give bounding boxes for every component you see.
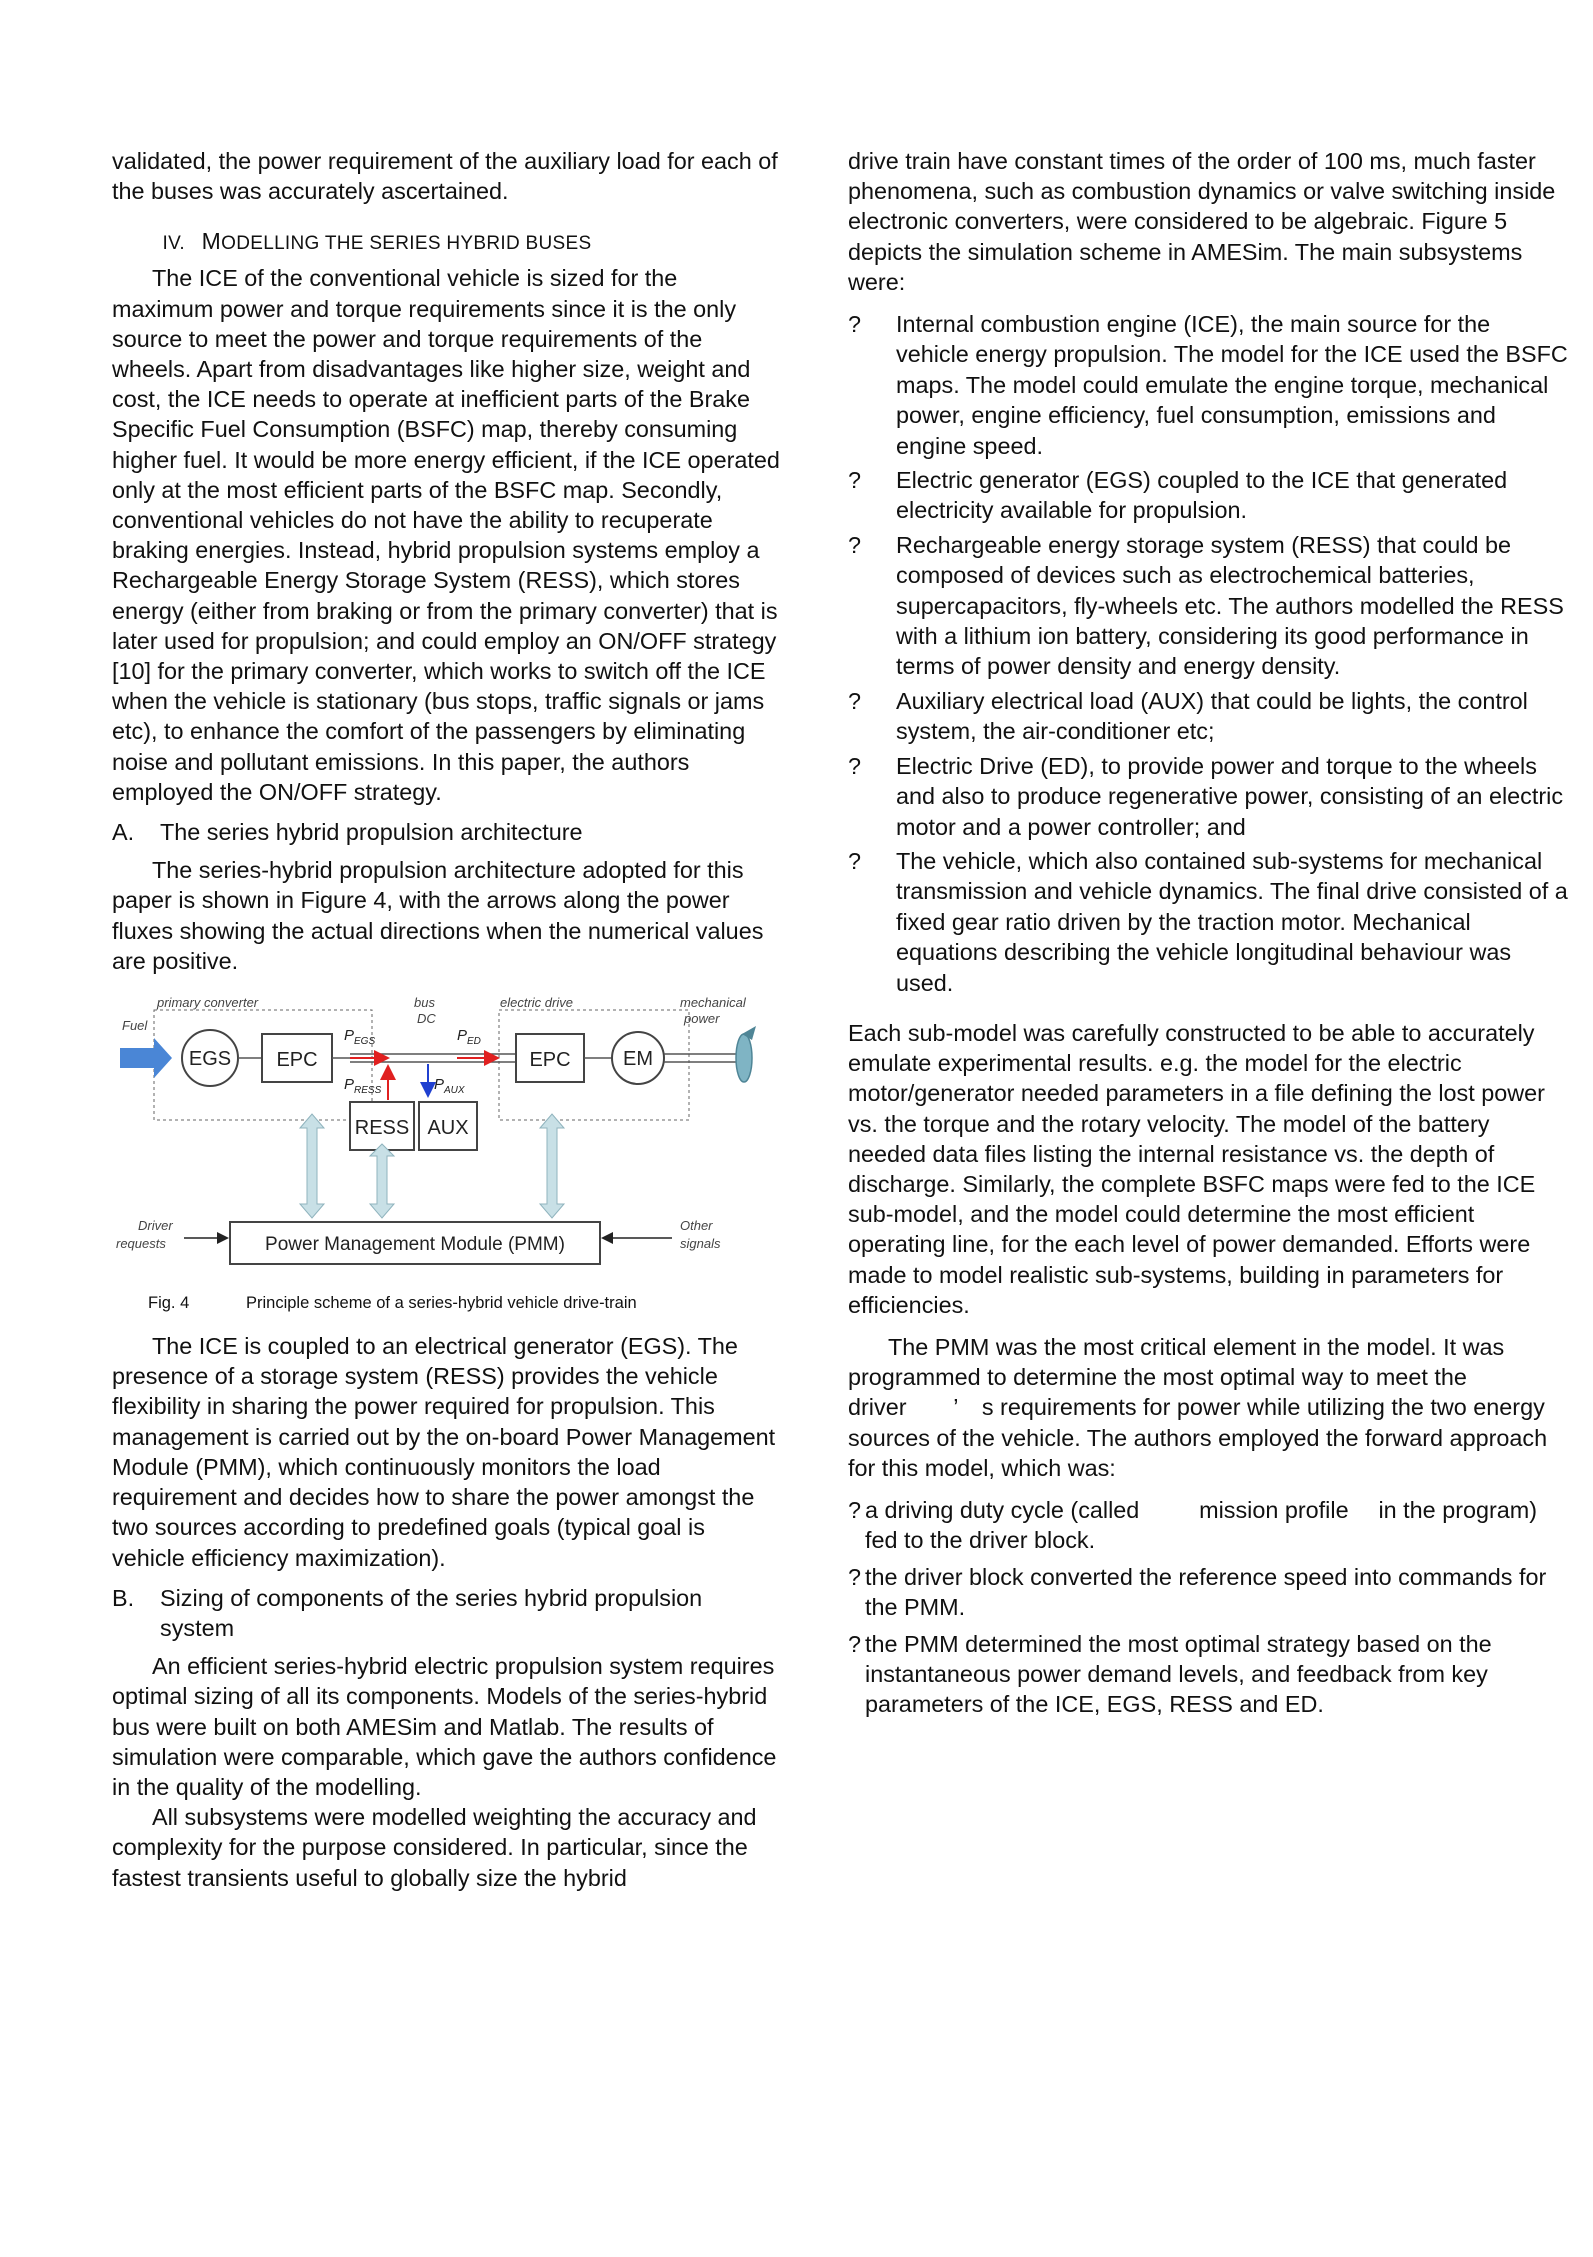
- subsection-b-heading: [112, 1583, 782, 1643]
- list-item: [848, 686, 1568, 747]
- list-item-text: Electric Drive (ED), to provide power and torque to the wheels and also to produce regenerative power, consisting of an electric motor and a power controller; and: [896, 752, 1564, 840]
- ress-label: RESS: [354, 1117, 410, 1140]
- p-ress-label: $P_{RESS}$: [344, 1076, 382, 1097]
- section-heading: [112, 228, 782, 255]
- paragraph-left-1: validated, the power requirement of the auxiliary load for each of the buses was accurately ascertained.: [112, 148, 778, 205]
- electric-drive-label: electric drive: [500, 996, 573, 1011]
- list-item-text: Auxiliary electrical load (AUX) that could be lights, the control system, the air-conditioner etc;: [896, 687, 1528, 745]
- drive-train-diagram: [112, 996, 782, 1286]
- mechanical-power-label-1: mechanical: [680, 996, 746, 1011]
- list-item: [848, 751, 1568, 842]
- epc-drive-label: EPC: [529, 1049, 571, 1072]
- list-item: [848, 530, 1568, 682]
- p-ed-label: $P_{ED}$: [457, 1027, 481, 1048]
- pmm-link-ress: [370, 1144, 394, 1218]
- right-column: [848, 146, 1568, 1726]
- list-item: [848, 1562, 1568, 1623]
- figure-4-diagram: [112, 996, 782, 1286]
- subsection-b-label: B.: [112, 1584, 135, 1611]
- list-item-text: Internal combustion engine (ICE), the main source for the vehicle energy propulsion. The model for the ICE used the BSFC maps. The model could emulate the engine torque, mechanical power, engine efficiency, fuel consumption, emissions and engine speed.: [896, 311, 1568, 459]
- figure-caption: [148, 1294, 782, 1313]
- list-item-text: the driver block converted the reference speed into commands for the PMM.: [865, 1563, 1547, 1621]
- subsection-b-title: Sizing of components of the series hybrid propulsion system: [160, 1584, 703, 1641]
- paragraph-right-1: drive train have constant times of the order of 100 ms, much faster phenomena, such as combustion dynamics or valve switching inside electronic converters, were considered to be algebraic. Figure 5 depicts the simulation scheme in AMESim. The main subsystems were:: [848, 148, 1556, 295]
- subsection-a-heading: [112, 817, 782, 847]
- paragraph-right-2: Each sub-model was carefully constructed to be able to accurately emulate experimental results. e.g. the model for the electric motor/generator needed parameters in a file defining the lost power vs. the torque and the rotary velocity. The model of the battery needed data files listing the internal resistance vs. the depth of discharge. Similarly, the complete BSFC maps were fed to the ICE sub-model, and the model could determine the most efficient operating line, for the each level of power demanded. Efforts were made to model realistic sub-systems, building in parameters for efficiencies.: [848, 1019, 1545, 1318]
- bullet-mark: ?: [848, 467, 862, 494]
- list-item-text: a driving duty cycle (called mission profile in the program) fed to the driver block.: [865, 1497, 1538, 1554]
- list-item: [848, 465, 1568, 526]
- bus-dc-label-2: DC: [417, 1011, 436, 1027]
- mechanical-power-label-2: power: [684, 1011, 720, 1027]
- bullet-mark: ?: [848, 1497, 862, 1523]
- p-aux-label: $P_{AUX}$: [434, 1076, 465, 1097]
- list-item-text: Rechargeable energy storage system (RESS) that could be composed of devices such as electrochemical batteries, supercapacitors, fly-wheels etc. The authors modelled the RESS with a lithium ion battery, considering its good performance in terms of power density and energy density.: [896, 531, 1564, 680]
- left-column: [112, 146, 782, 1893]
- egs-label: EGS: [188, 1048, 232, 1071]
- figure-caption-number: Fig. 4: [148, 1294, 190, 1313]
- pmm-link-drive: [540, 1114, 564, 1218]
- list-item: [848, 309, 1568, 461]
- section-title-initial: M: [201, 228, 222, 255]
- subsystems-list: [848, 309, 1568, 998]
- paragraph-left-5: An efficient series-hybrid electric propulsion system requires optimal sizing of all its components. Models of the series-hybrid bus were built on both AMESim and Matlab. The results of simulation were comparable, which gave the authors confidence in the quality of the modelling.: [112, 1653, 777, 1800]
- bullet-mark: ?: [848, 687, 862, 714]
- rotation-arrow-icon: [736, 1034, 752, 1082]
- list-item-text: The vehicle, which also contained sub-systems for mechanical transmission and vehicle dynamics. The final drive consisted of a fixed gear ratio driven by the traction motor. Mechanical equations describing the vehicle longitudinal behaviour was used.: [896, 847, 1568, 996]
- subsection-a-label: A.: [112, 819, 135, 846]
- pmm-link-primary: [300, 1114, 324, 1218]
- paragraph-right-3: The PMM was the most critical element in the model. It was programmed to determine the most optimal way to meet the driver ’ s requirements for power while utilizing the two energy sources of the vehicle. The authors employed the forward approach for this model, which was:: [848, 1333, 1548, 1481]
- list-item-text: the PMM determined the most optimal strategy based on the instantaneous power demand levels, and feedback from key parameters of the ICE, EGS, RESS and ED.: [865, 1630, 1492, 1718]
- bullet-mark: ?: [848, 752, 862, 779]
- other-label-2: signals: [680, 1236, 721, 1252]
- primary-converter-label: primary converter: [157, 996, 259, 1011]
- figure-caption-text: Principle scheme of a series-hybrid vehicle drive-train: [246, 1294, 637, 1313]
- paragraph-left-6: All subsystems were modelled weighting the accuracy and complexity for the purpose considered. In particular, since the fastest transients useful to globally size the hybrid: [112, 1804, 757, 1891]
- other-label-1: Other: [680, 1218, 713, 1234]
- epc-primary-label: EPC: [276, 1049, 318, 1072]
- paragraph-left-4: The ICE is coupled to an electrical generator (EGS). The presence of a storage system (RESS) provides the vehicle flexibility in sharing the power required for propulsion. This management is carried out by the on-board Power Management Module (PMM), which continuously monitors the load requirement and decides how to share the power amongst the two sources according to predefined goals (typical goal is vehicle efficiency maximization).: [112, 1333, 776, 1571]
- bullet-mark: ?: [848, 1563, 862, 1590]
- bullet-mark: ?: [848, 531, 862, 558]
- p-egs-label: $P_{EGS}$: [344, 1027, 376, 1048]
- bullet-mark: ?: [848, 847, 862, 874]
- section-number: IV.: [162, 233, 185, 255]
- list-item: [848, 1629, 1568, 1720]
- section-title-rest: ODELLING THE SERIES HYBRID BUSES: [221, 233, 592, 255]
- bullet-mark: ?: [848, 1630, 862, 1657]
- driver-label-2: requests: [116, 1236, 166, 1252]
- paragraph-left-2: The ICE of the conventional vehicle is sized for the maximum power and torque requirements since it is the only source to meet the power and torque requirements of the wheels. Apart from disadvantages like higher size, weight and cost, the ICE needs to operate at inefficient parts of the Brake Specific Fuel Consumption (BSFC) map, thereby consuming higher fuel. It would be more energy efficient, if the ICE operated only at the most efficient parts of the BSFC map. Secondly, conventional vehicles do not have the ability to recuperate braking energies. Instead, hybrid propulsion systems employ a Rechargeable Energy Storage System (RESS), which stores energy (either from braking or from the primary converter) that is later used for propulsion; and could employ an ON/OFF strategy [10] for the primary converter, which works to switch off the ICE when the vehicle is stationary (bus stops, traffic signals or jams etc), to enhance the comfort of the passengers by eliminating noise and pollutant emissions. In this paper, the authors employed the ON/OFF strategy.: [112, 265, 780, 805]
- driver-label-1: Driver: [138, 1218, 173, 1234]
- list-item: [848, 846, 1568, 998]
- fuel-label: Fuel: [122, 1018, 148, 1034]
- bus-dc-label-1: bus: [414, 996, 435, 1011]
- aux-label: AUX: [427, 1117, 469, 1140]
- pmm-label: Power Management Module (PMM): [265, 1234, 565, 1256]
- paragraph-left-3: The series-hybrid propulsion architecture adopted for this paper is shown in Figure 4, with the arrows along the power fluxes showing the actual directions when the numerical values are positive.: [112, 857, 764, 974]
- pmm-approach-list: [848, 1495, 1568, 1720]
- list-item: [848, 1495, 1568, 1556]
- em-label: EM: [623, 1048, 653, 1071]
- fuel-arrow: [120, 1038, 172, 1078]
- list-item-text: Electric generator (EGS) coupled to the ICE that generated electricity available for propulsion.: [896, 467, 1508, 524]
- bullet-mark: ?: [848, 311, 862, 338]
- subsection-a-title: The series hybrid propulsion architecture: [160, 819, 583, 846]
